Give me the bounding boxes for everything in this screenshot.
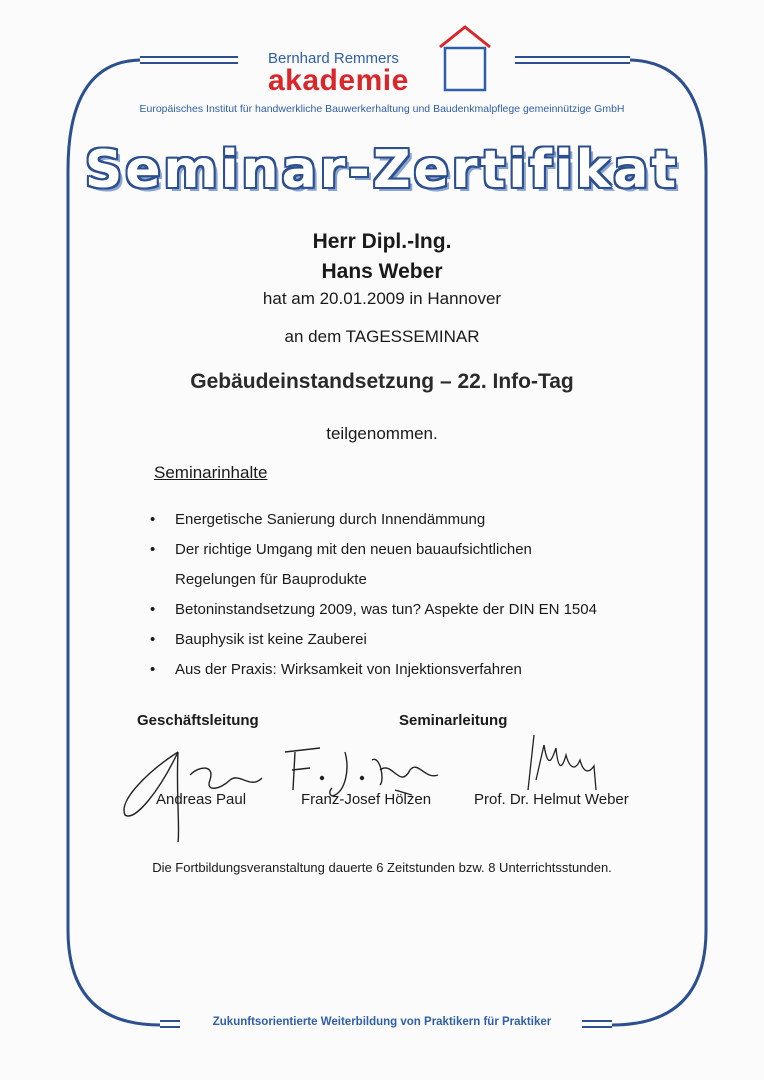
contents-list: [150, 505, 615, 685]
signatory-name: Franz-Josef Hölzen: [301, 791, 432, 808]
signatory-name: Andreas Paul: [156, 791, 247, 808]
recipient-salutation: Herr Dipl.-Ing.: [312, 230, 452, 253]
signature-franz-josef-hoelzen: [285, 748, 438, 796]
list-item: • Aus der Praxis: Wirksamkeit von Injektionsverfahren: [150, 655, 615, 685]
house-outline-icon: [440, 27, 490, 90]
seminar-type: an dem TAGESSEMINAR: [284, 327, 480, 346]
footnote: Die Fortbildungsveranstaltung dauerte 6 Zeitstunden bzw. 8 Unterrichtsstunden.: [152, 860, 612, 875]
list-item: • Bauphysik ist keine Zauberei: [150, 625, 615, 655]
tagline: Zukunftsorientierte Weiterbildung von Praktikern für Praktiker: [212, 1016, 552, 1028]
management-label: Geschäftsleitung: [137, 712, 259, 729]
course-title: Gebäudeinstandsetzung – 22. Info-Tag: [190, 370, 574, 393]
academy-name: akademie: [268, 64, 409, 97]
certificate-title: Seminar-Zertifikat: [84, 140, 680, 200]
list-item: • Betoninstandsetzung 2009, was tun? Aspekte der DIN EN 1504: [150, 595, 615, 625]
institute-subtitle: Europäisches Institut für handwerkliche Bauwerkerhaltung und Baudenkmalpflege gemeinnützige GmbH: [139, 103, 625, 115]
signatory-name: Prof. Dr. Helmut Weber: [474, 791, 629, 808]
recipient-name: Hans Weber: [321, 260, 443, 283]
academy-brand: Bernhard Remmers: [268, 50, 399, 67]
seminar-lead-label: Seminarleitung: [399, 712, 508, 729]
list-item: • Energetische Sanierung durch Innendämmung: [150, 505, 615, 535]
date-place: hat am 20.01.2009 in Hannover: [262, 289, 502, 308]
participation-text: teilgenommen.: [326, 424, 438, 443]
signature-helmut-weber: [528, 735, 596, 790]
contents-heading: Seminarinhalte: [154, 463, 268, 482]
list-item: • Der richtige Umgang mit den neuen bauaufsichtlichen Regelungen für Bauprodukte: [150, 535, 615, 595]
